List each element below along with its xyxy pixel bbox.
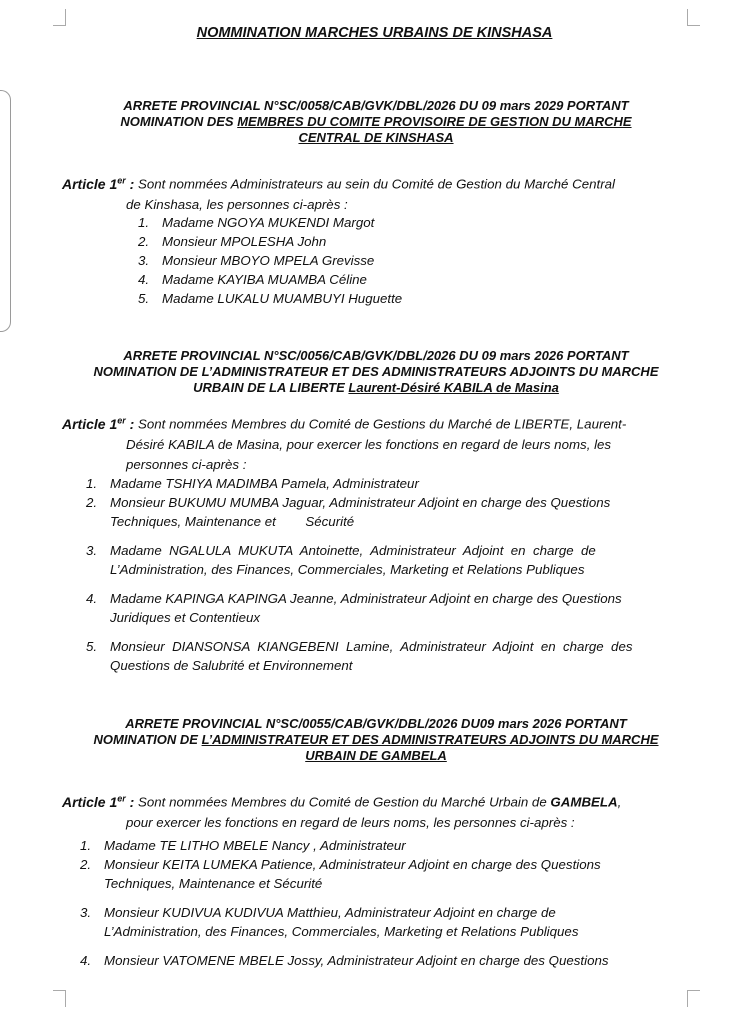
- list-item: 4. Madame KAYIBA MUAMBA Céline: [138, 272, 367, 287]
- list-item: 2. Monsieur KEITA LUMEKA Patience, Administrateur Adjoint en charge des Questions Techniques, Maintenance et Sécurité: [80, 857, 601, 891]
- list-item: 2. Monsieur MPOLESHA John: [138, 234, 327, 249]
- decree-3-line-2: NOMINATION DE L’ADMINISTRATEUR ET DES ADMINISTRATEURS ADJOINTS DU MARCHE: [93, 732, 659, 747]
- decree-3-line-3: URBAIN DE GAMBELA: [305, 748, 447, 763]
- list-item: 1. Madame NGOYA MUKENDI Margot: [138, 215, 375, 230]
- article-1-label: Article 1er :: [62, 175, 135, 192]
- list-item: 5. Madame LUKALU MUAMBUYI Huguette: [138, 291, 403, 306]
- list-item: 3. Madame NGALULA MUKUTA Antoinette, Administrateur Adjoint en charge de L’Administration, des Finances, Commerciales, Marketing et Relations Publiques: [86, 543, 596, 577]
- decree-heading-3: [40, 716, 712, 764]
- decree-2-line-3: URBAIN DE LA LIBERTE Laurent-Désiré KABILA de Masina: [193, 380, 559, 395]
- article-2-paragraph: Article 1er : Sont nommées Membres du Comité de Gestions du Marché de LIBERTE, Laurent- Désiré KABILA de Masina, pour exercer les fonctions en regard de leurs noms, les personnes ci-après :: [62, 415, 627, 472]
- decree-2-line-1: ARRETE PROVINCIAL N°SC/0056/CAB/GVK/DBL/2026 DU 09 mars 2026 PORTANT: [123, 348, 629, 363]
- crop-mark-bottom-right: [687, 990, 700, 1007]
- decree-1-line-2: NOMINATION DES MEMBRES DU COMITE PROVISOIRE DE GESTION DU MARCHE: [120, 114, 632, 129]
- crop-mark-top-right: [687, 9, 700, 26]
- decree-heading-1: [40, 98, 712, 146]
- section-3-list: [80, 836, 688, 970]
- page-title: NOMMINATION MARCHES URBAINS DE KINSHASA: [196, 25, 553, 41]
- list-item: 2. Monsieur BUKUMU MUMBA Jaguar, Administrateur Adjoint en charge des Questions Techniques, Maintenance et Sécurité: [86, 495, 611, 529]
- article-2-label: Article 1er :: [62, 415, 135, 432]
- list-item: 1. Madame TE LITHO MBELE Nancy , Administrateur: [80, 838, 406, 853]
- decree-2-line-2: NOMINATION DE L’ADMINISTRATEUR ET DES ADMINISTRATEURS ADJOINTS DU MARCHE: [93, 364, 659, 379]
- crop-mark-top-left: [53, 9, 66, 26]
- list-item: 5. Monsieur DIANSONSA KIANGEBENI Lamine, Administrateur Adjoint en charge des Questions de Salubrité et Environnement: [86, 639, 633, 673]
- list-item: 3. Monsieur KUDIVUA KUDIVUA Matthieu, Administrateur Adjoint en charge de L’Administration, des Finances, Commerciales, Marketing et Relations Publiques: [80, 905, 579, 939]
- article-3-paragraph: Article 1er : Sont nommées Membres du Comité de Gestion du Marché Urbain de GAMBELA, pour exercer les fonctions en regard de leurs noms, les personnes ci-après :: [62, 793, 622, 830]
- crop-mark-bottom-left: [53, 990, 66, 1007]
- list-item: 4. Monsieur VATOMENE MBELE Jossy, Administrateur Adjoint en charge des Questions: [80, 953, 609, 968]
- article-1-paragraph: Article 1er : Sont nommées Administrateurs au sein du Comité de Gestion du Marché Central de Kinshasa, les personnes ci-après :: [62, 175, 615, 212]
- list-item: 3. Monsieur MBOYO MPELA Grevisse: [138, 253, 375, 268]
- decree-1-line-3: CENTRAL DE KINSHASA: [298, 130, 454, 145]
- scroll-edge-handle[interactable]: [0, 90, 11, 332]
- section-2-list: [86, 474, 688, 675]
- decree-3-line-1: ARRETE PROVINCIAL N°SC/0055/CAB/GVK/DBL/2026 DU09 mars 2026 PORTANT: [125, 716, 627, 731]
- list-item: 1. Madame TSHIYA MADIMBA Pamela, Administrateur: [86, 476, 419, 491]
- list-item: 4. Madame KAPINGA KAPINGA Jeanne, Administrateur Adjoint en charge des Questions Juridiques et Contentieux: [86, 591, 622, 625]
- decree-1-line-1: ARRETE PROVINCIAL N°SC/0058/CAB/GVK/DBL/2026 DU 09 mars 2029 PORTANT: [123, 98, 629, 113]
- section-1-list: [138, 213, 403, 308]
- decree-heading-2: [40, 348, 712, 396]
- article-3-label: Article 1er :: [62, 793, 135, 810]
